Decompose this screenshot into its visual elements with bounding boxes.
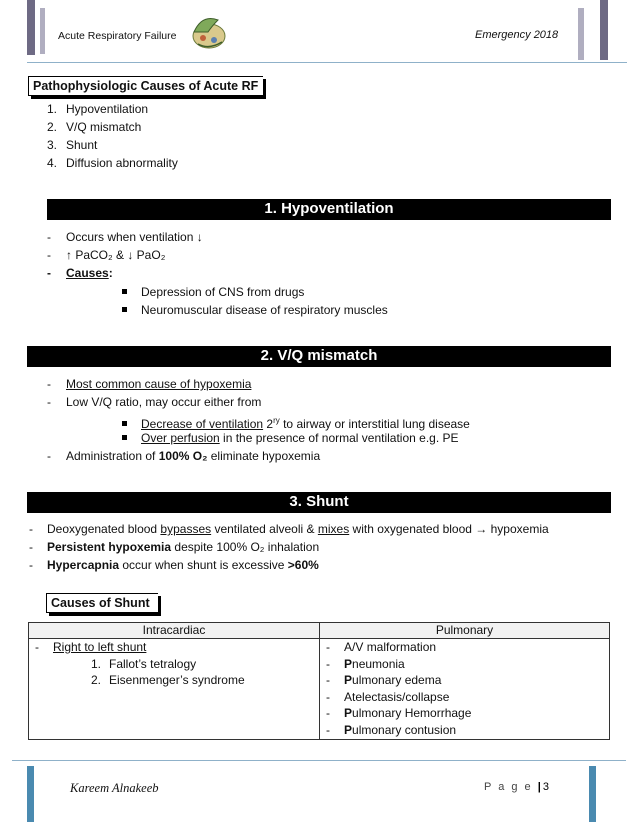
bullet-dash: - — [35, 640, 39, 654]
shunt-line-2 — [47, 539, 319, 557]
vq-sub-1-a: Decrease of ventilation — [141, 417, 264, 431]
vq-line-3-c: eliminate hypoxemia — [207, 449, 321, 463]
bullet-dash: - — [326, 656, 330, 671]
list-item — [326, 722, 603, 739]
shunt-line-1-c: ventilated alveoli & — [211, 522, 318, 536]
list-item — [326, 639, 603, 656]
pulm-text: neumonia — [352, 656, 405, 671]
bullet-dash: - — [47, 395, 51, 409]
section-title-box: Pathophysiologic Causes of Acute RF — [28, 76, 263, 96]
footer-left-bar — [27, 766, 34, 822]
vq-sub-2-b: in the presence of normal ventilation e.g. PE — [219, 431, 459, 445]
list-number: 1. — [91, 656, 102, 671]
table-row — [29, 639, 610, 740]
intracardiac-cell — [29, 639, 320, 740]
pulm-initial: P — [344, 673, 353, 687]
shunt-line-3 — [47, 557, 319, 575]
bullet-dash: - — [326, 722, 330, 737]
header-right-bar-light — [578, 8, 584, 60]
vq-sub-1-b: 2 — [263, 417, 274, 431]
square-bullet-icon — [122, 289, 127, 294]
intracardiac-main: Right to left shunt — [53, 640, 147, 654]
header-title-right: Emergency 2018 — [475, 29, 559, 41]
list-item: Diffusion abnormality — [66, 156, 178, 170]
shunt-line-3-c: >60% — [287, 558, 319, 572]
hypovent-line-1: Occurs when ventilation ↓ — [66, 230, 203, 244]
shunt-line-1-e: with oxygenated blood → hypoxemia — [349, 522, 549, 536]
section-heading-shunt: 3. Shunt — [27, 492, 611, 513]
header-right-bar — [600, 0, 608, 60]
bullet-dash: - — [326, 640, 330, 654]
bullet-dash: - — [326, 689, 330, 704]
footer-rule — [12, 760, 626, 761]
header-title-left: Acute Respiratory Failure — [58, 30, 177, 42]
page-label-text: P a g e — [484, 781, 533, 793]
vq-sub-1-c: to airway or interstitial lung disease — [279, 417, 470, 431]
list-item — [326, 672, 603, 689]
pulm-initial: A — [344, 689, 353, 704]
intracardiac-item: Eisenmenger’s syndrome — [109, 673, 245, 687]
shunt-line-3-b: occur when shunt is excessive — [119, 558, 288, 572]
causes-label: Causes — [66, 266, 109, 280]
list-number: 2. — [47, 120, 58, 134]
vq-line-1: Most common cause of hypoxemia — [66, 377, 252, 391]
column-header-pulmonary: Pulmonary — [320, 623, 610, 639]
intracardiac-item: Fallot’s tetralogy — [109, 656, 197, 671]
header-rule — [27, 62, 627, 63]
shunt-line-2-a: Persistent hypoxemia — [47, 540, 172, 554]
section-heading-hypoventilation: 1. Hypoventilation — [47, 199, 611, 220]
hypovent-line-2: ↑ PaCO₂ & ↓ PaO₂ — [66, 248, 166, 262]
shunt-line-1-d: mixes — [317, 522, 350, 536]
vq-sub-2 — [122, 430, 459, 448]
bullet-dash: - — [47, 248, 51, 262]
list-number: 4. — [47, 156, 58, 170]
vq-line-3-a: Administration of — [66, 449, 159, 463]
header-logo — [188, 10, 230, 57]
square-bullet-icon — [122, 307, 127, 312]
causes-of-shunt-title: Causes of Shunt — [46, 593, 158, 613]
header-left-bar-light — [40, 8, 45, 54]
list-item — [326, 656, 603, 673]
bullet-dash: - — [29, 558, 33, 572]
pulm-text: ulmonary contusion — [352, 722, 457, 737]
pulm-initial: P — [344, 706, 353, 720]
pulm-initial: P — [344, 722, 353, 737]
vq-line-3-b: 100% O₂ — [158, 449, 208, 463]
hypovent-causes-label — [66, 265, 113, 283]
shunt-line-2-b: despite 100% O₂ inhalation — [171, 540, 320, 554]
column-header-intracardiac: Intracardiac — [29, 623, 320, 639]
page-number: 3 — [542, 781, 551, 793]
bullet-dash: - — [326, 673, 330, 687]
list-item: Hypoventilation — [66, 102, 149, 116]
page-separator: | — [537, 781, 543, 793]
vq-line-3 — [66, 448, 320, 466]
list-item: Shunt — [66, 138, 98, 152]
bullet-dash: - — [29, 540, 33, 554]
shunt-line-3-a: Hypercapnia — [47, 558, 120, 572]
table-header-row — [29, 623, 610, 639]
header-left-bar — [27, 0, 35, 55]
bullet-dash: - — [47, 266, 51, 280]
vq-sub-1-sup: ry — [273, 416, 280, 425]
pulm-text: ulmonary Hemorrhage — [352, 706, 472, 720]
pulmonary-cell — [320, 639, 610, 740]
page-label — [484, 781, 551, 793]
pulm-text: ulmonary edema — [352, 673, 442, 687]
bullet-dash: - — [29, 522, 33, 536]
shunt-line-1-b: bypasses — [160, 522, 212, 536]
list-number: 2. — [91, 673, 102, 687]
cause-text: Depression of CNS from drugs — [141, 285, 305, 299]
list-item — [326, 689, 603, 706]
list-number: 3. — [47, 138, 58, 152]
hypovent-cause-1 — [122, 284, 304, 302]
vq-sub-2-a: Over perfusion — [141, 431, 220, 445]
hypovent-cause-2 — [122, 302, 388, 320]
shunt-line-1 — [47, 521, 549, 539]
list-item: V/Q mismatch — [66, 120, 142, 134]
author-name: Kareem Alnakeeb — [70, 781, 159, 795]
bullet-dash: - — [47, 230, 51, 244]
footer-right-bar — [589, 766, 596, 822]
bullet-dash: - — [47, 377, 51, 391]
pulm-initial: P — [344, 656, 353, 671]
pulm-initial: A — [344, 640, 353, 654]
pulm-text: /V malformation — [352, 640, 437, 654]
list-number: 1. — [47, 102, 58, 116]
square-bullet-icon — [122, 435, 127, 440]
pulm-text: telectasis/collapse — [352, 689, 450, 704]
shunt-causes-table — [28, 622, 610, 740]
shunt-line-1-a: Deoxygenated blood — [47, 522, 161, 536]
list-item — [326, 705, 603, 722]
square-bullet-icon — [122, 421, 127, 426]
cause-text: Neuromuscular disease of respiratory muscles — [141, 303, 388, 317]
vq-line-2: Low V/Q ratio, may occur either from — [66, 395, 262, 409]
bullet-dash: - — [47, 449, 51, 463]
section-heading-vq-mismatch: 2. V/Q mismatch — [27, 346, 611, 367]
bullet-dash: - — [326, 706, 330, 720]
causes-colon: : — [108, 266, 113, 280]
